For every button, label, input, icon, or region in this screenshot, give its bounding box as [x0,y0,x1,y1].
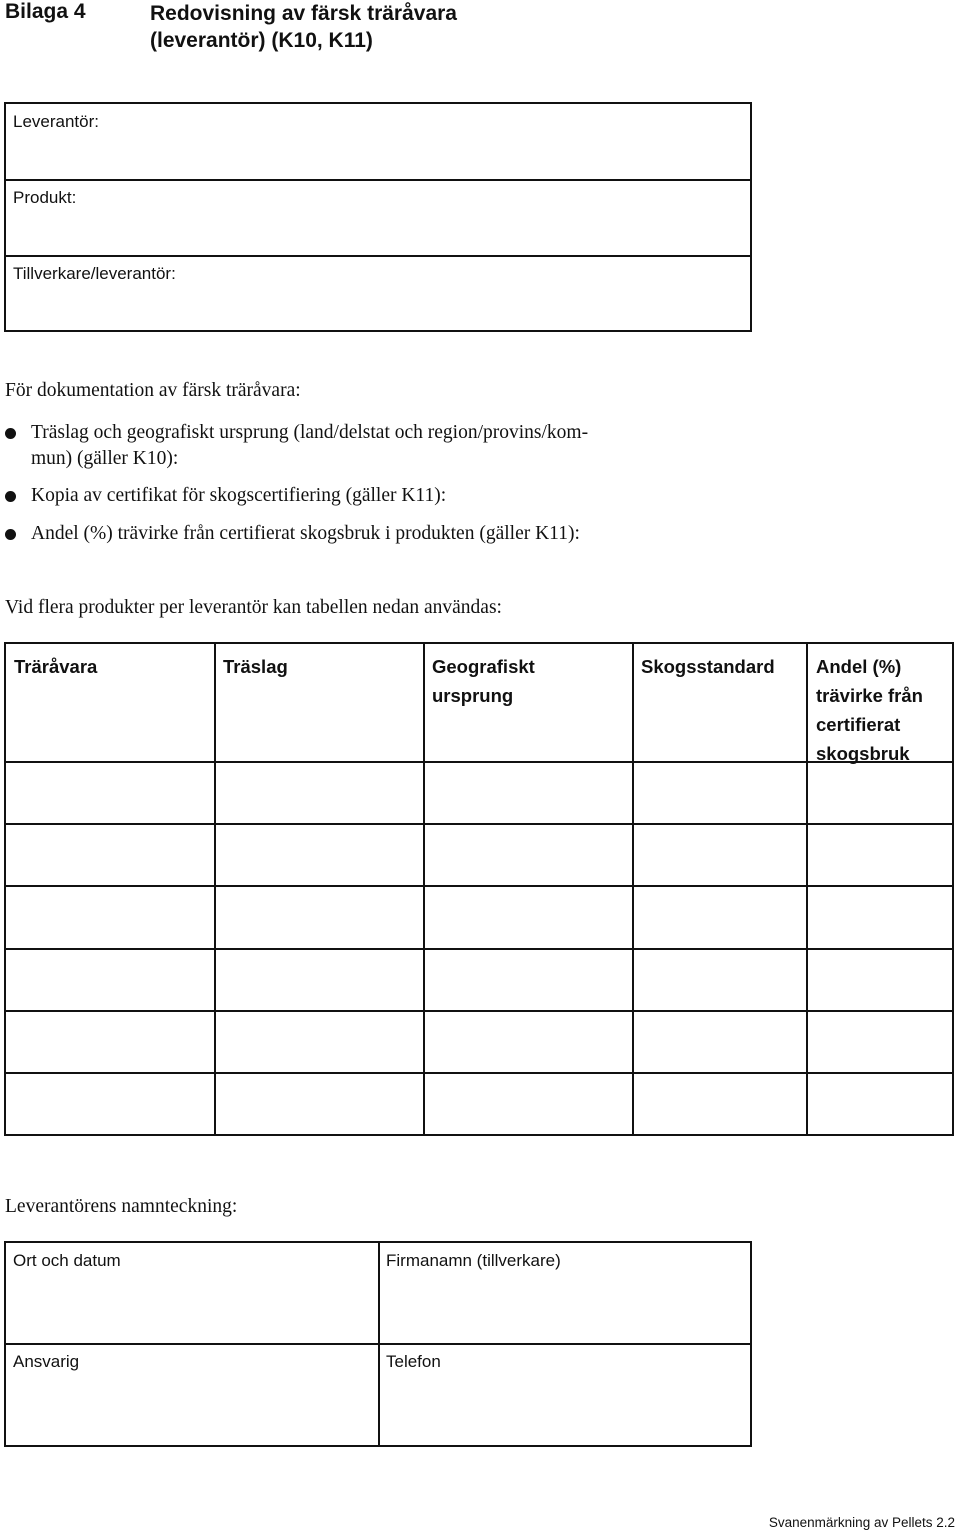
header-line: ursprung [432,685,514,706]
material-table [4,642,954,1136]
product-field-label[interactable]: Produkt: [13,188,77,207]
header-line: skogsbruk [816,743,910,764]
supplier-field-label[interactable]: Leverantör: [13,112,99,131]
form-divider [6,179,750,181]
title-line-2: (leverantör) (K10, K11) [150,29,373,52]
column-divider [806,644,808,1134]
column-divider [632,644,634,1134]
form-divider [6,255,750,257]
page-footer: Svanenmärkning av Pellets 2.2 [768,1515,955,1530]
bullet-text: Andel (%) trävirke från certifierat skogsbruk i produkten (gäller K11): [31,523,580,544]
row-divider [6,823,952,825]
header-line: Andel (%) [816,656,902,677]
title-line-1: Redovisning av färsk träråvara [150,2,457,25]
header-trarvara: Träråvara [14,656,98,677]
bullet-item [5,483,745,509]
column-divider [214,644,216,1134]
row-divider [6,948,952,950]
documentation-heading: För dokumentation av färsk träråvara: [5,380,301,401]
header-line: Geografiskt [432,656,535,677]
header-line: certifierat [816,714,901,735]
appendix-label: Bilaga 4 [5,0,86,23]
column-divider [423,644,425,1134]
company-name-field-label[interactable]: Firmanamn (tillverkare) [386,1251,561,1270]
header-skogsstandard: Skogsstandard [641,656,775,677]
signature-heading: Leverantörens namnteckning: [5,1196,238,1217]
bullet-icon [5,529,16,540]
manufacturer-field-label[interactable]: Tillverkare/leverantör: [13,264,176,283]
row-divider [6,885,952,887]
supplier-form [4,102,752,332]
bullet-text-continuation: mun) (gäller K10): [31,448,179,469]
bullet-icon [5,428,16,439]
table-intro: Vid flera produkter per leverantör kan tabellen nedan användas: [5,597,502,618]
row-divider [6,1072,952,1074]
header-traslag: Träslag [223,656,288,677]
row-divider [6,1343,750,1345]
bullet-text: Träslag och geografiskt ursprung (land/delstat och region/provins/kom- [31,422,589,443]
row-divider [6,1010,952,1012]
place-date-field-label[interactable]: Ort och datum [13,1251,121,1270]
header-line: trävirke från [816,685,923,706]
phone-field-label[interactable]: Telefon [386,1352,441,1371]
page-title [150,0,457,54]
signature-form [4,1241,752,1447]
row-divider [6,761,952,763]
bullet-icon [5,491,16,502]
bullet-item [5,420,745,472]
bullet-text: Kopia av certifikat för skogscertifiering (gäller K11): [31,485,447,506]
bullet-item [5,521,745,547]
responsible-field-label[interactable]: Ansvarig [13,1352,80,1371]
header-geografiskt-ursprung [432,652,535,710]
header-andel-certifierat [816,652,923,768]
